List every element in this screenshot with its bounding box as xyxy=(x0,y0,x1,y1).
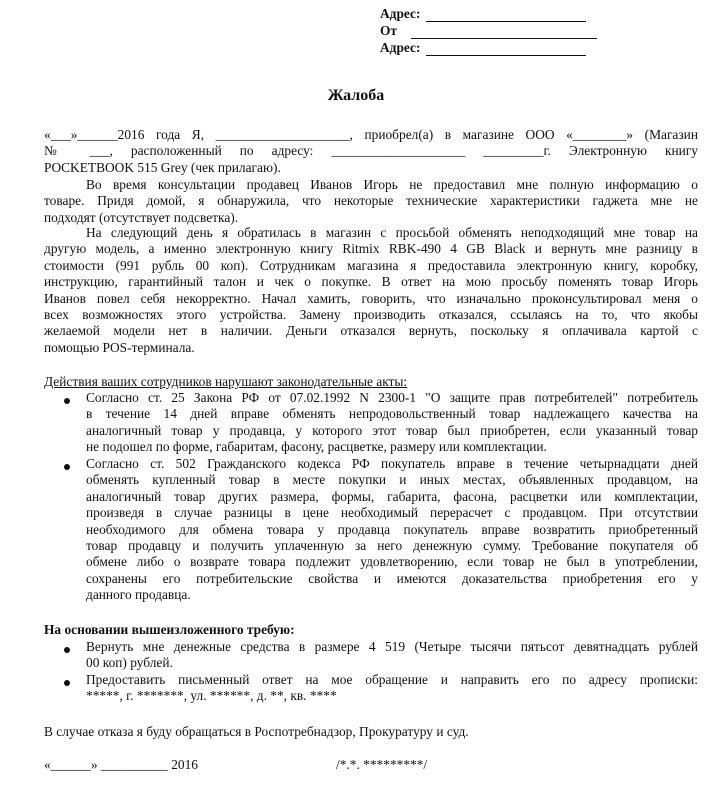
text-line: товар продавцу и получить уплаченную за него денежную сумму. Требование покупателя об xyxy=(86,537,698,553)
bullet-icon xyxy=(64,464,70,470)
text-line: товаре. Придя домой, я обнаружила, что некоторые технические характеристики гаджета мне не xyxy=(44,193,698,209)
bullet-icon xyxy=(64,398,70,404)
header-address-2 xyxy=(380,40,586,56)
text-line: *****, г. *******, ул. ******, д. **, кв. **** xyxy=(86,688,337,704)
bullet-civil-code xyxy=(86,456,698,604)
paragraph-exchange-request xyxy=(44,225,698,356)
from-blank xyxy=(411,24,597,39)
text-line: 00 коп) рублей. xyxy=(86,655,173,671)
document-title: Жалоба xyxy=(327,87,385,104)
text-line: сохранены его потребительские свойства и имеются доказательства приобретения его у xyxy=(86,570,698,586)
text-line: Согласно ст. 25 Закона РФ от 07.02.1992 N 2300-1 "О защите прав потребителей" потребитель xyxy=(86,390,698,405)
text-line: стоимости (991 рубль 00 коп). Сотрудникам магазина я предоставила электронную книгу, коробку, xyxy=(44,257,698,273)
laws-heading: Действия ваших сотрудников нарушают законодательные акты: xyxy=(44,374,408,389)
bullet-refund xyxy=(86,639,698,672)
text-line: «___»______2016 года Я, ____________________, приобрел(а) в магазине ООО «________» (Магазин xyxy=(44,127,698,142)
text-line: Иванов повел себя некорректно. Начал хамить, говорить, что изначально проконсультировал меня о xyxy=(44,290,698,306)
bullet-written-reply xyxy=(86,672,698,705)
text-line: На следующий день я обратилась в магазин с просьбой обменять неподходящий мне товар на xyxy=(86,225,698,240)
bullet-icon xyxy=(64,680,70,686)
intro-paragraph xyxy=(44,127,698,176)
address-blank xyxy=(426,7,586,22)
demand-heading: На основании вышеизложенного требую: xyxy=(44,622,295,637)
text-line: инструкцию, гарантийный талон и чек о покупке. В ответ на мою просьбу поменять товар Игорь xyxy=(44,274,698,290)
bullet-icon xyxy=(64,647,70,653)
text-line: помощью POS-терминала. xyxy=(44,339,195,355)
text-line: в течение 14 дней вправе обменять непродовольственный товар надлежащего качества на xyxy=(86,406,698,422)
text-line: POCKETBOOK 515 Grey (чек прилагаю). xyxy=(44,159,281,175)
text-line: Предоставить письменный ответ на мое обращение и направить его по адресу прописки: xyxy=(86,672,698,687)
text-line: № ___, расположенный по адресу: ____________________ _________г. Электронную книгу xyxy=(44,143,698,159)
footer-date: «______» __________ 2016 xyxy=(44,757,198,772)
address-label: Адрес: xyxy=(380,40,421,55)
text-line: подходят (отсутствует подсветка). xyxy=(44,209,239,225)
text-line: необходимого для обмена товара у продавца покупатель вправе возвратить приобретенный xyxy=(86,521,698,537)
header-address-1 xyxy=(380,6,586,22)
text-line: желаемой модели нет в наличии. Деньги отказался вернуть, поскольку я оплачивала картой с xyxy=(44,323,698,339)
text-line: Вернуть мне денежные средства в размере 4 519 (Четыре тысячи пятьсот девятнадцать рублей xyxy=(86,639,698,654)
from-label: От xyxy=(380,23,397,38)
text-line: Согласно ст. 502 Гражданского кодекса РФ покупатель вправе в течение четырнадцати дней xyxy=(86,456,698,471)
bullet-consumer-law xyxy=(86,390,698,456)
text-line: другую модель, а именно электронную книгу Ritmix RBK-490 4 GB Black и вернуть мне разницу в xyxy=(44,241,698,257)
footer-signature: /*.*. *********/ xyxy=(336,757,428,772)
text-line: аналогичный товар у продавца, у которого этот товар был приобретен, если указанный товар xyxy=(86,422,698,438)
closing-statement: В случае отказа я буду обращаться в Роспотребнадзор, Прокуратуру и суд. xyxy=(44,724,469,739)
text-line: Во время консультации продавец Иванов Игорь не предоставил мне полную информацию о xyxy=(86,177,698,192)
text-line: не подошел по форме, габаритам, фасону, расцветке, размеру или комплектации. xyxy=(86,439,547,455)
paragraph-consultation xyxy=(44,177,698,226)
address-blank xyxy=(426,41,586,56)
header-from xyxy=(380,23,597,39)
text-line: произведя в случае разницы в цене необходимый перерасчет с продавцом. При отсутствии xyxy=(86,505,698,521)
text-line: обменять купленный товар в месте покупки и иных местах, объявленных продавцом, на xyxy=(86,472,698,488)
address-label: Адрес: xyxy=(380,6,421,21)
text-line: всех возможностях этого устройства. Замену производить отказался, ссылаясь на то, что якобы xyxy=(44,306,698,322)
text-line: данного продавца. xyxy=(86,587,191,603)
text-line: обмене либо о возврате товара подлежит удовлетворению, если товар не был в употреблении, xyxy=(86,554,698,570)
text-line: аналогичный товар других размера, формы, габарита, фасона, расцветки или комплектации, xyxy=(86,488,698,504)
